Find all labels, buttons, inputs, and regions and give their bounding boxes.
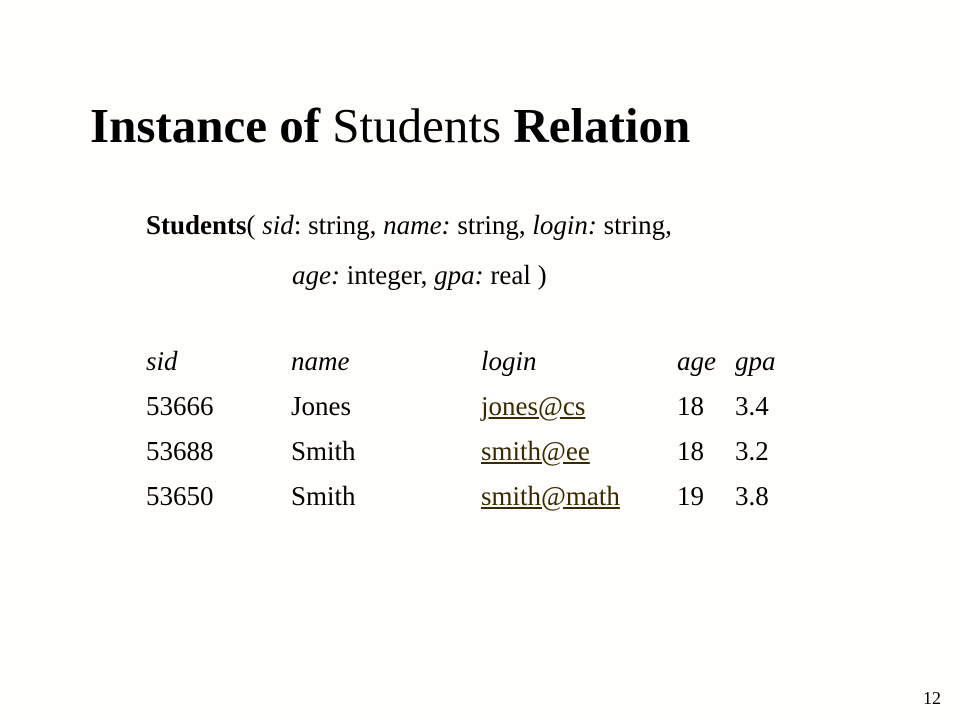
- schema-token: integer,: [339, 260, 435, 290]
- schema-token: : string,: [293, 210, 384, 240]
- cell-sid: 53688: [146, 436, 214, 466]
- cell-sid: 53650: [146, 481, 214, 511]
- table-header-row: [146, 346, 795, 391]
- schema-token: name:: [383, 210, 451, 240]
- login-link[interactable]: jones@cs: [481, 391, 586, 421]
- students-relation-table: [146, 346, 795, 526]
- cell-login: [481, 391, 677, 436]
- schema-line-2: [292, 258, 547, 292]
- title-part-students: Students: [332, 98, 502, 153]
- table-row: [146, 481, 795, 526]
- cell-login: [481, 436, 677, 481]
- title-part-instance-of: Instance of: [90, 98, 321, 153]
- cell-name: Jones: [291, 391, 351, 421]
- title-part-relation: Relation: [513, 98, 691, 153]
- schema-token: (: [246, 210, 263, 240]
- schema-token: gpa:: [434, 260, 484, 290]
- schema-token: login:: [532, 210, 597, 240]
- slide-title: [90, 96, 690, 156]
- column-header-age: age: [677, 346, 716, 376]
- page-number: 12: [923, 688, 941, 708]
- schema-line-1: [146, 208, 672, 242]
- schema-token: sid: [262, 210, 294, 240]
- cell-login: [481, 481, 677, 526]
- schema-token: real ): [483, 260, 547, 290]
- login-link[interactable]: smith@math: [481, 481, 620, 511]
- column-header-login: login: [481, 346, 537, 376]
- table-row: [146, 391, 795, 436]
- schema-token: age:: [292, 260, 340, 290]
- cell-age: 19: [677, 481, 704, 511]
- schema-token: string,: [450, 210, 533, 240]
- login-link[interactable]: smith@ee: [481, 436, 590, 466]
- column-header-sid: sid: [146, 346, 178, 376]
- schema-token: string,: [596, 210, 672, 240]
- cell-name: Smith: [291, 481, 356, 511]
- schema-relation-name: Students: [146, 210, 247, 240]
- cell-gpa: 3.8: [735, 481, 769, 511]
- cell-age: 18: [677, 436, 704, 466]
- table-row: [146, 436, 795, 481]
- cell-sid: 53666: [146, 391, 214, 421]
- cell-name: Smith: [291, 436, 356, 466]
- cell-gpa: 3.2: [735, 436, 769, 466]
- cell-age: 18: [677, 391, 704, 421]
- cell-gpa: 3.4: [735, 391, 769, 421]
- column-header-name: name: [291, 346, 350, 376]
- column-header-gpa: gpa: [735, 346, 776, 376]
